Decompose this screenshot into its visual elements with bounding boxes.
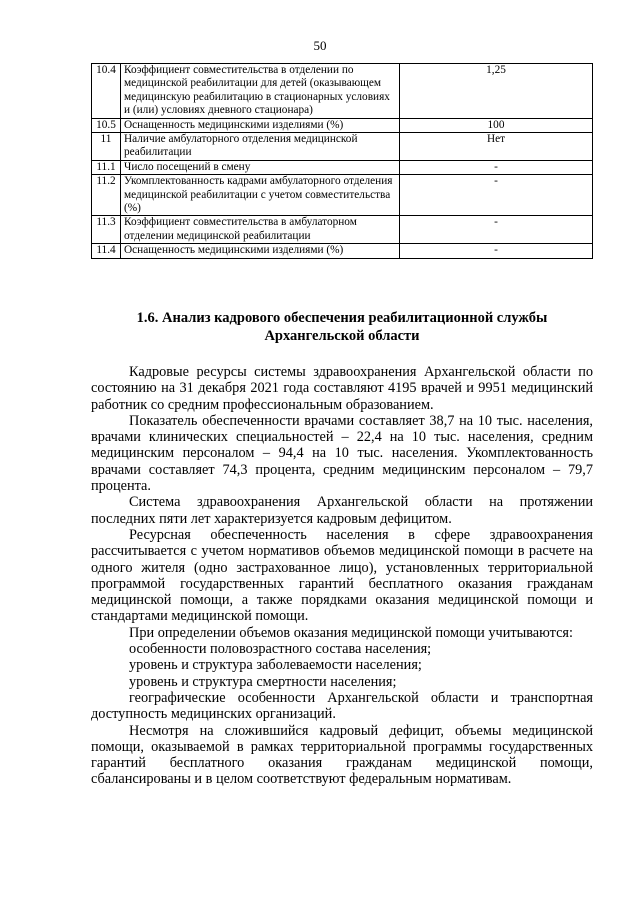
row-text: Оснащенность медицинскими изделиями (%): [121, 118, 400, 132]
page-number: 50: [313, 38, 327, 53]
paragraph: уровень и структура заболеваемости населения;: [129, 657, 422, 674]
row-value: -: [400, 160, 593, 174]
table-row: [92, 118, 593, 132]
row-number: 11.3: [92, 216, 121, 244]
row-text: Число посещений в смену: [121, 160, 400, 174]
row-value: -: [400, 216, 593, 244]
row-number: 10.4: [92, 64, 121, 119]
row-value: Нет: [400, 133, 593, 161]
paragraph: Несмотря на сложившийся кадровый дефицит, объемы медицинской помощи, оказываемой в рамках территориальной программы государственных гарантий бесплатного оказания гражданам медицинской помощи, сбалансированы и в целом соответствуют федеральным нормативам.: [91, 722, 593, 788]
paragraph: Показатель обеспеченности врачами составляет 38,7 на 10 тыс. населения, врачами клинических специальностей – 22,4 на 10 тыс. населения, средним медицинским персоналом – 94,4 на 10 тыс. населения. Укомплектованность врачами составляет 74,3 процента, средним медицинским персоналом – 79,7 процента.: [91, 412, 593, 495]
row-number: 11.4: [92, 244, 121, 258]
row-text: Оснащенность медицинскими изделиями (%): [121, 244, 400, 258]
table-row: [92, 175, 593, 216]
row-text: Коэффициент совместительства в амбулаторном отделении медицинской реабилитации: [121, 216, 400, 244]
row-number: 11.2: [92, 175, 121, 216]
section-body: [91, 364, 593, 788]
paragraph: При определении объемов оказания медицинской помощи учитываются:: [129, 624, 573, 641]
row-text: Наличие амбулаторного отделения медицинской реабилитации: [121, 133, 400, 161]
row-value: 100: [400, 118, 593, 132]
table-row: [92, 64, 593, 119]
paragraph: Система здравоохранения Архангельской области на протяжении последних пяти лет характеризуется кадровым дефицитом.: [91, 494, 593, 527]
indicators-table: [91, 63, 593, 259]
paragraph: Кадровые ресурсы системы здравоохранения Архангельской области по состоянию на 31 декабря 2021 года составляют 4195 врачей и 9951 медицинский работник со средним профессиональным образованием.: [91, 364, 593, 413]
row-text: Укомплектованность кадрами амбулаторного отделения медицинской реабилитации с учетом совместительства (%): [121, 175, 400, 216]
row-value: -: [400, 244, 593, 258]
paragraph: Ресурсная обеспеченность населения в сфере здравоохранения рассчитывается с учетом нормативов объемов медицинской помощи в расчете на одного жителя (одно застрахованное лицо), установленных территориальной программой государственных гарантий бесплатного оказания гражданам медицинской помощи, а также порядками оказания медицинской помощи и стандартами медицинской помощи.: [91, 526, 593, 625]
table-row: [92, 133, 593, 161]
table-row: [92, 216, 593, 244]
row-value: -: [400, 175, 593, 216]
row-number: 11: [92, 133, 121, 161]
row-value: 1,25: [400, 64, 593, 119]
table-row: [92, 244, 593, 258]
paragraph: особенности половозрастного состава населения;: [129, 641, 432, 658]
row-text: Коэффициент совместительства в отделении по медицинской реабилитации для детей (оказывающем медицинскую реабилитацию в стационарных условиях и (или) условиях дневного стационара): [121, 64, 400, 119]
section-heading: 1.6. Анализ кадрового обеспечения реабилитационной службы Архангельской области: [136, 310, 548, 344]
paragraph: географические особенности Архангельской области и транспортная доступность медицинских организаций.: [91, 689, 593, 723]
row-number: 10.5: [92, 118, 121, 132]
row-number: 11.1: [92, 160, 121, 174]
table-row: [92, 160, 593, 174]
paragraph: уровень и структура смертности населения;: [129, 673, 397, 690]
